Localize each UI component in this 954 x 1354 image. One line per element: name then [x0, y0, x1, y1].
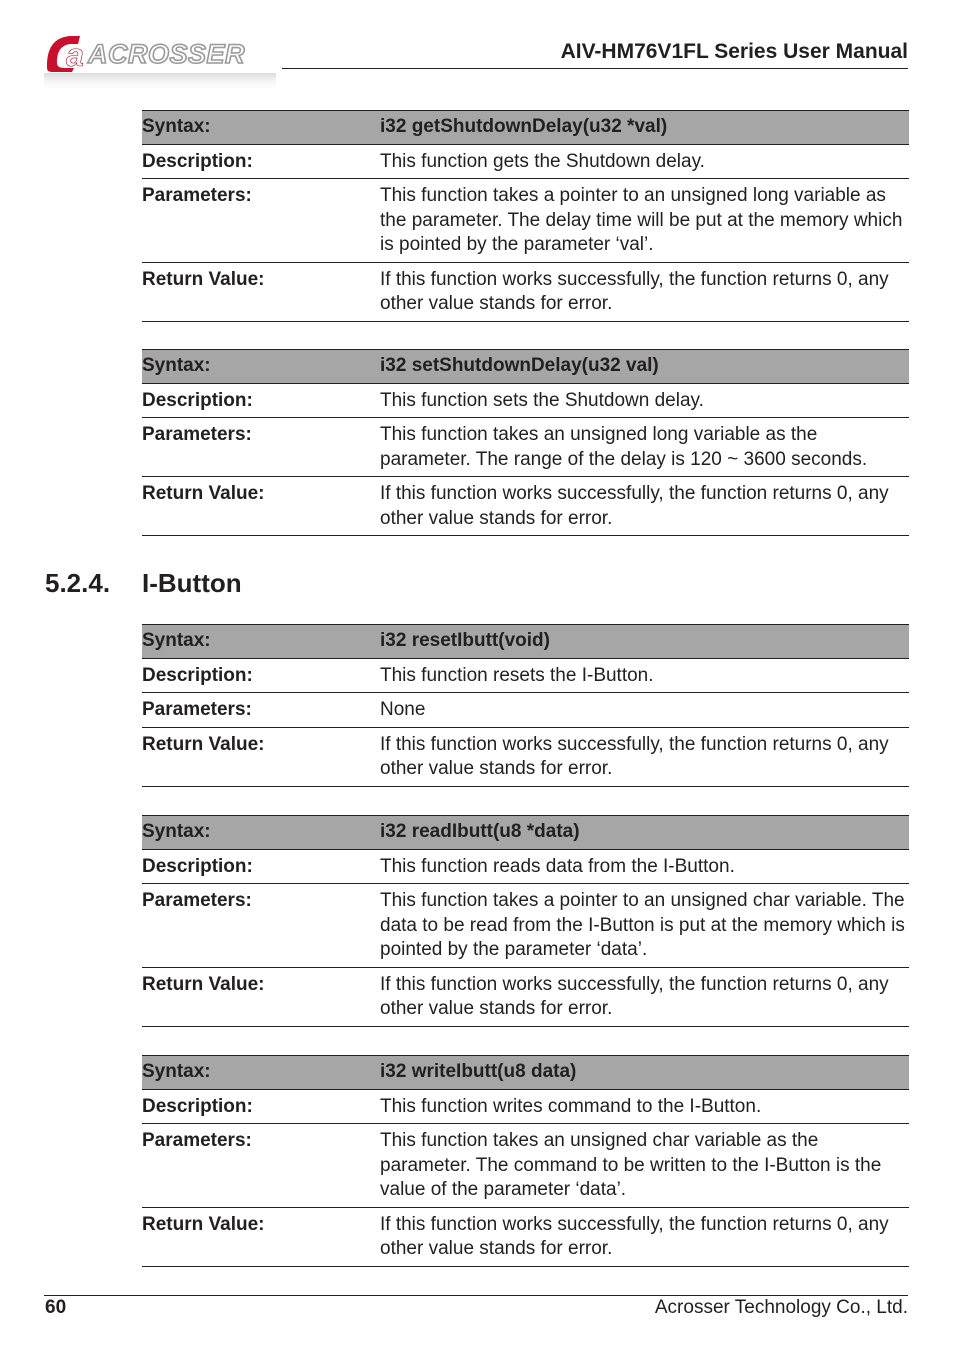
syntax-value: i32 writeIbutt(u8 data) [380, 1056, 909, 1090]
description-row [142, 849, 909, 884]
page-number: 60 [45, 1297, 67, 1318]
acrosser-logo [44, 30, 276, 92]
return-value-label: Return Value: [142, 967, 380, 1026]
description-value: This function reads data from the I-Button. [380, 849, 909, 884]
parameters-row [142, 884, 909, 968]
svg-text:a: a [66, 37, 84, 73]
syntax-label: Syntax: [142, 1056, 380, 1090]
svg-text:ACROSSER: ACROSSER [88, 39, 246, 69]
return-value-label: Return Value: [142, 1207, 380, 1266]
function-table [142, 815, 909, 1027]
return-value-text: If this function works successfully, the function returns 0, any other value stands for error. [380, 477, 909, 536]
description-row [142, 383, 909, 418]
parameters-value: This function takes an unsigned char variable as the parameter. The command to be written to the I-Button is the value of the parameter ‘data’. [380, 1124, 909, 1208]
return-value-label: Return Value: [142, 727, 380, 786]
syntax-row [142, 625, 909, 659]
description-value: This function sets the Shutdown delay. [380, 383, 909, 418]
return-value-text: If this function works successfully, the function returns 0, any other value stands for error. [380, 967, 909, 1026]
function-table [142, 624, 909, 787]
function-table [142, 349, 909, 536]
parameters-label: Parameters: [142, 418, 380, 477]
syntax-label: Syntax: [142, 816, 380, 850]
description-value: This function resets the I-Button. [380, 658, 909, 693]
description-row [142, 144, 909, 179]
description-label: Description: [142, 658, 380, 693]
section-number: 5.2.4. [45, 568, 111, 598]
function-table [142, 1055, 909, 1267]
syntax-value: i32 readIbutt(u8 *data) [380, 816, 909, 850]
section-heading [45, 568, 242, 599]
syntax-value: i32 getShutdownDelay(u32 *val) [380, 111, 909, 145]
return-value-label: Return Value: [142, 262, 380, 321]
section-title: I-Button [142, 568, 242, 598]
return-value-text: If this function works successfully, the function returns 0, any other value stands for error. [380, 727, 909, 786]
parameters-row [142, 1124, 909, 1208]
return-value-row [142, 1207, 909, 1266]
return-value-text: If this function works successfully, the function returns 0, any other value stands for error. [380, 262, 909, 321]
parameters-value: This function takes a pointer to an unsigned char variable. The data to be read from the I-Button is put at the memory which is pointed by the parameter ‘data’. [380, 884, 909, 968]
syntax-label: Syntax: [142, 625, 380, 659]
parameters-row [142, 418, 909, 477]
return-value-label: Return Value: [142, 477, 380, 536]
header-rule [282, 68, 908, 69]
syntax-row [142, 111, 909, 145]
syntax-label: Syntax: [142, 350, 380, 384]
parameters-label: Parameters: [142, 884, 380, 968]
description-value: This function gets the Shutdown delay. [380, 144, 909, 179]
syntax-row [142, 350, 909, 384]
function-table [142, 110, 909, 322]
company-name: Acrosser Technology Co., Ltd. [654, 1297, 908, 1318]
description-row [142, 1089, 909, 1124]
parameters-row [142, 179, 909, 263]
description-label: Description: [142, 144, 380, 179]
document-title: AIV-HM76V1FL Series User Manual [560, 40, 908, 63]
description-row [142, 658, 909, 693]
parameters-row [142, 693, 909, 728]
parameters-label: Parameters: [142, 179, 380, 263]
syntax-value: i32 setShutdownDelay(u32 val) [380, 350, 909, 384]
footer-rule [44, 1295, 908, 1296]
description-label: Description: [142, 849, 380, 884]
return-value-row [142, 477, 909, 536]
description-value: This function writes command to the I-Button. [380, 1089, 909, 1124]
syntax-label: Syntax: [142, 111, 380, 145]
return-value-text: If this function works successfully, the function returns 0, any other value stands for error. [380, 1207, 909, 1266]
parameters-value: This function takes an unsigned long variable as the parameter. The range of the delay is 120 ~ 3600 seconds. [380, 418, 909, 477]
description-label: Description: [142, 1089, 380, 1124]
syntax-row [142, 816, 909, 850]
syntax-row [142, 1056, 909, 1090]
parameters-label: Parameters: [142, 1124, 380, 1208]
parameters-value: This function takes a pointer to an unsigned long variable as the parameter. The delay time will be put at the memory which is pointed by the parameter ‘val’. [380, 179, 909, 263]
syntax-value: i32 resetIbutt(void) [380, 625, 909, 659]
return-value-row [142, 727, 909, 786]
description-label: Description: [142, 383, 380, 418]
parameters-label: Parameters: [142, 693, 380, 728]
parameters-value: None [380, 693, 909, 728]
return-value-row [142, 967, 909, 1026]
return-value-row [142, 262, 909, 321]
